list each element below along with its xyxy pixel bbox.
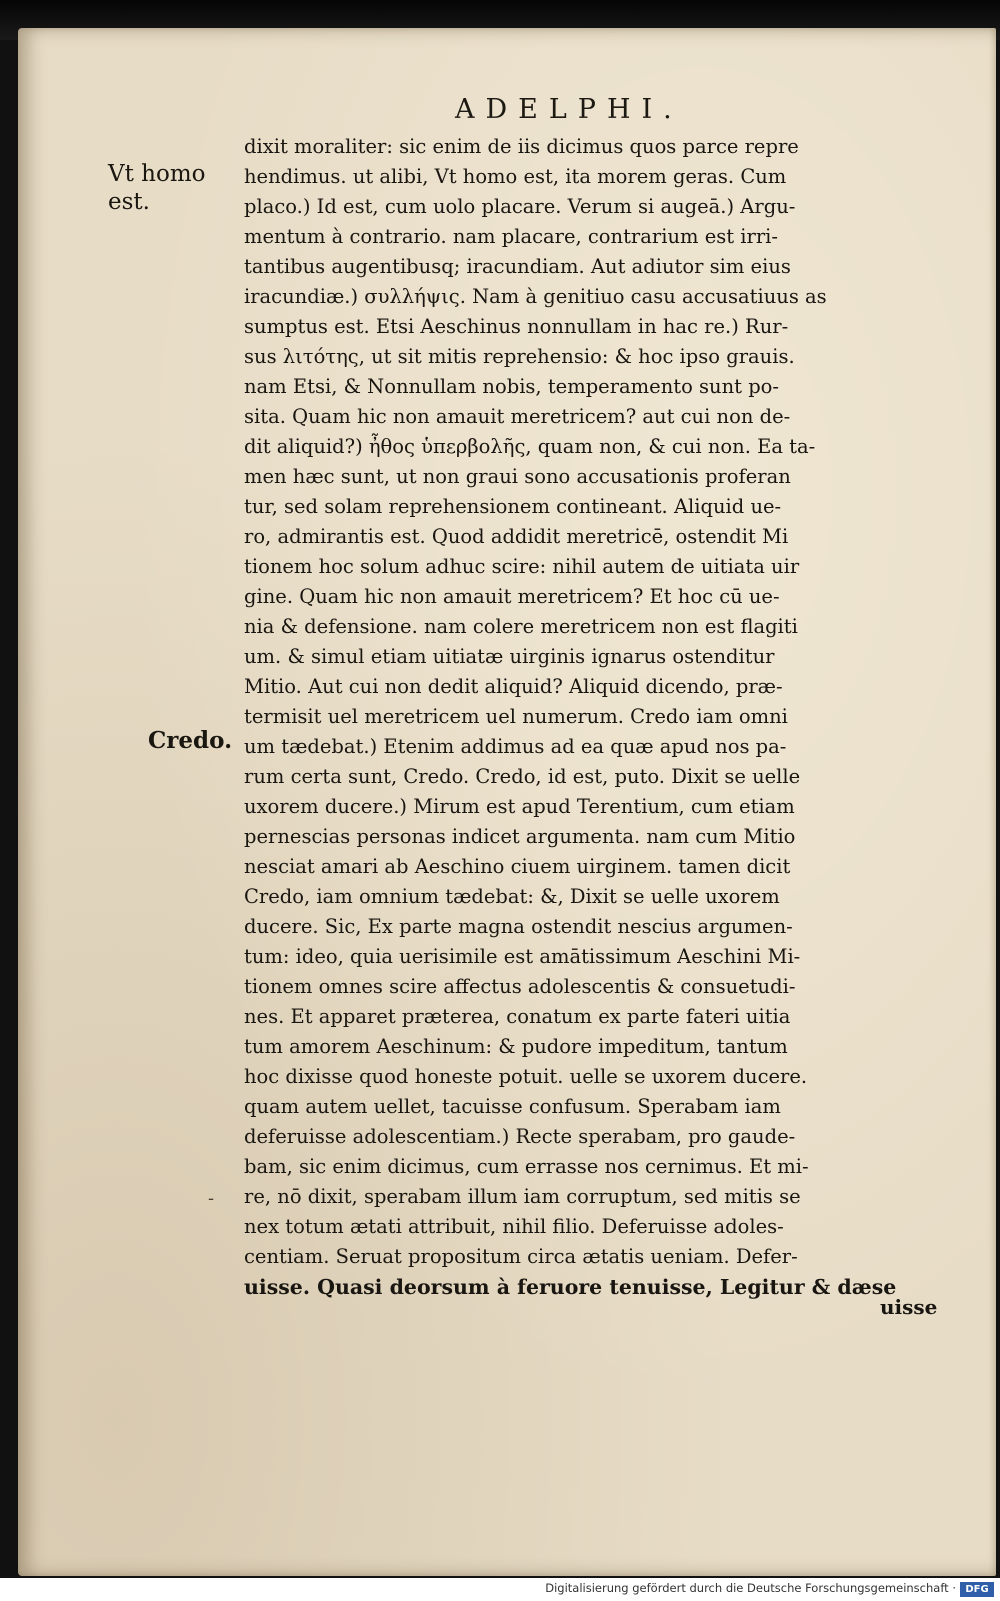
text-line: um. & simul etiam uitiatæ uirginis ignarus ostenditur [244, 645, 775, 668]
text-line: placo.) Id est, cum uolo placare. Verum si augeā.) Argu- [244, 195, 796, 218]
text-line: tum amorem Aeschinum: & pudore impeditum, tantum [244, 1035, 788, 1058]
text-line: nam Etsi, & Nonnullam nobis, temperamento sunt po- [244, 375, 780, 398]
text-line: men hæc sunt, ut non graui sono accusationis proferan [244, 465, 791, 488]
text-line: ro, admirantis est. Quod addidit meretricē, ostendit Mi [244, 525, 789, 548]
text-line: bam, sic enim dicimus, cum errasse nos cernimus. Et mi- [244, 1155, 809, 1178]
text-line: ducere. Sic, Ex parte magna ostendit nescius argumen- [244, 915, 793, 938]
running-head: ADELPHI. [455, 94, 683, 125]
dfg-logo: DFG [960, 1582, 994, 1597]
text-line: nia & defensione. nam colere meretricem non est flagiti [244, 615, 798, 638]
text-line: termisit uel meretricem uel numerum. Credo iam omni [244, 705, 788, 728]
marginal-note-credo: Credo. [148, 727, 233, 754]
text-line: iracundiæ.) συλλήψις. Nam à genitiuo casu accusatiuus as [244, 285, 827, 308]
text-line: uxorem ducere.) Mirum est apud Terentium, cum etiam [244, 795, 795, 818]
text-line: tum: ideo, quia uerisimile est amātissimum Aeschini Mi- [244, 945, 801, 968]
marginal-dash: - [208, 1188, 215, 1209]
footer-credit: Digitalisierung gefördert durch die Deutsche Forschungsgemeinschaft · [545, 1581, 956, 1595]
text-line: re, nō dixit, sperabam illum iam corruptum, sed mitis se [244, 1185, 801, 1208]
text-line: Credo, iam omnium tædebat: &, Dixit se uelle uxorem [244, 885, 780, 908]
catchword: uisse [880, 1295, 938, 1319]
text-line: tionem omnes scire affectus adolescentis & consuetudi- [244, 975, 796, 998]
text-line: mentum à contrario. nam placare, contrarium est irri- [244, 225, 778, 248]
marginal-note-line: est. [108, 189, 150, 215]
text-line: pernescias personas indicet argumenta. nam cum Mitio [244, 825, 796, 848]
text-line: dit aliquid?) ἦθος ὑπερβολῆς, quam non, & cui non. Ea ta- [244, 435, 816, 458]
text-line: hoc dixisse quod honeste potuit. uelle se uxorem ducere. [244, 1065, 808, 1088]
text-line: gine. Quam hic non amauit meretricem? Et hoc cū ue- [244, 585, 780, 608]
text-line: centiam. Seruat propositum circa ætatis ueniam. Defer- [244, 1245, 798, 1268]
text-line: quam autem uellet, tacuisse confusum. Sperabam iam [244, 1095, 781, 1118]
text-line: nes. Et apparet præterea, conatum ex parte fateri uitia [244, 1005, 791, 1028]
body-text-block [244, 132, 944, 1302]
text-line: dixit moraliter: sic enim de iis dicimus quos parce repre [244, 135, 799, 158]
marginal-note-ut-homo-est [108, 160, 205, 216]
text-line: um tædebat.) Etenim addimus ad ea quæ apud nos pa- [244, 735, 787, 758]
text-line: sus λιτότης, ut sit mitis reprehensio: & hoc ipso grauis. [244, 345, 795, 368]
text-line: tur, sed solam reprehensionem contineant. Aliquid ue- [244, 495, 782, 518]
text-line: sita. Quam hic non amauit meretricem? aut cui non de- [244, 405, 791, 428]
text-line: tionem hoc solum adhuc scire: nihil autem de uitiata uir [244, 555, 800, 578]
marginal-note-line: Vt homo [108, 161, 206, 187]
text-line: Mitio. Aut cui non dedit aliquid? Aliquid dicendo, præ- [244, 675, 783, 698]
text-line: rum certa sunt, Credo. Credo, id est, puto. Dixit se uelle [244, 765, 801, 788]
text-line: tantibus augentibusq; iracundiam. Aut adiutor sim eius [244, 255, 791, 278]
text-line: sumptus est. Etsi Aeschinus nonnullam in hac re.) Rur- [244, 315, 789, 338]
text-line: uisse. Quasi deorsum à feruore tenuisse, Legitur & dæse [244, 1275, 897, 1299]
text-line: deferuisse adolescentiam.) Recte sperabam, pro gaude- [244, 1125, 796, 1148]
text-line: nesciat amari ab Aeschino ciuem uirginem. tamen dicit [244, 855, 791, 878]
text-line: nex totum ætati attribuit, nihil filio. Deferuisse adoles- [244, 1215, 784, 1238]
text-line: hendimus. ut alibi, Vt homo est, ita morem geras. Cum [244, 165, 787, 188]
